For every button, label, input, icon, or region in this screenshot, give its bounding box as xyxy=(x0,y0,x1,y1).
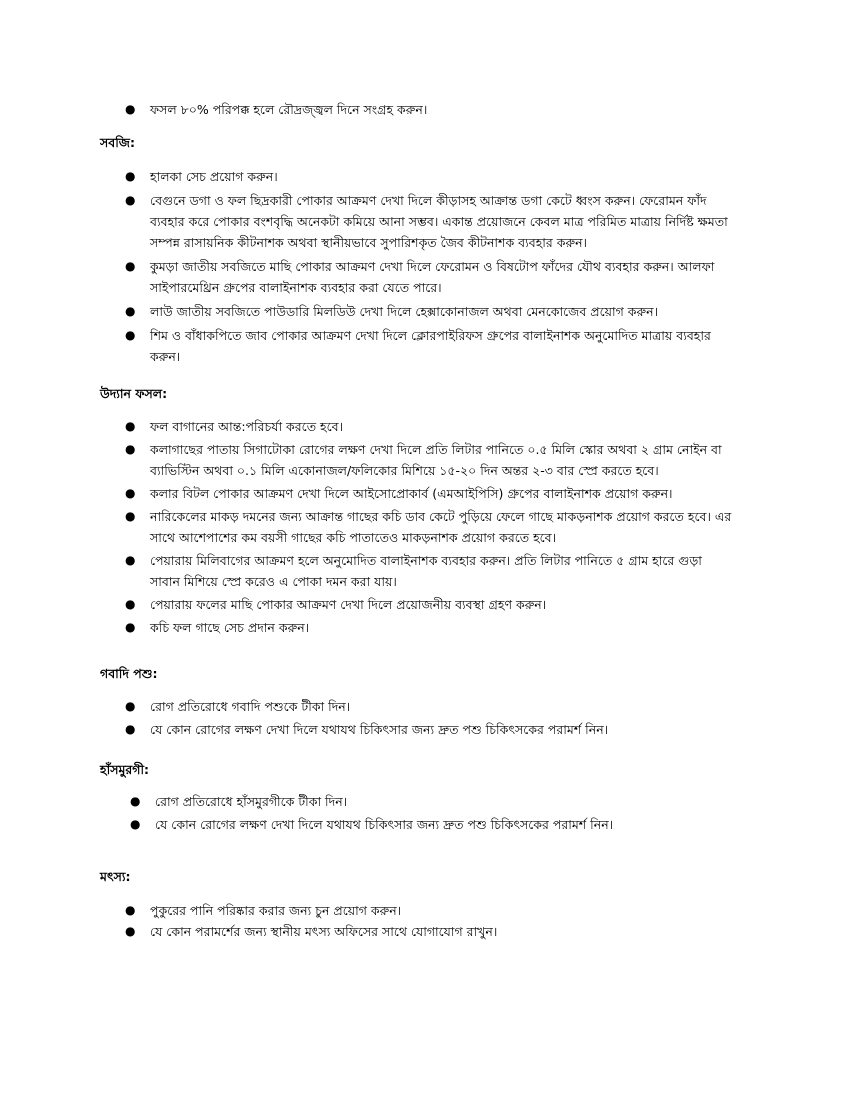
section-heading-poultry: হাঁসমুরগী: xyxy=(100,762,150,777)
list-item xyxy=(0,921,732,942)
list-item-text: নারিকেলের মাকড় দমনের জন্য আক্রান্ত গাছের কচি ডাব কেটে পুড়িয়ে ফেলে গাছে মাকড়নাশক প্রয়োগ করতে হবে। এর সাথে আশেপাশের কম বয়সী গাছের কচি পাতাতেও মাকড়নাশক প্রয়োগ করতে হবে। xyxy=(150,509,732,545)
bullet-dot-icon: ● xyxy=(125,699,136,713)
list-item-text: পুকুরের পানি পরিষ্কার করার জন্য চুন প্রয়োগ করুন। xyxy=(150,903,402,918)
bullet-dot-icon: ● xyxy=(125,304,136,318)
list-item xyxy=(0,439,732,481)
list-item xyxy=(0,166,732,187)
list-item xyxy=(0,325,732,367)
bullet-list xyxy=(0,900,850,942)
bullet-list xyxy=(0,416,850,638)
list-item-text: কলাগাছের পাতায় সিগাটোকা রোগের লক্ষণ দেখা দিলে প্রতি লিটার পানিতে ০.৫ মিলি স্কোর অথবা ২ গ্রাম নোইন বা ব্যাভিস্টিন অথবা ০.১ মিলি একোনাজল/ফলিকোর মিশিয়ে ১৫-২০ দিন অন্তর ২-৩ বার স্প্রে করতে হবে। xyxy=(150,442,722,478)
bullet-dot-icon: ● xyxy=(125,328,136,342)
list-item xyxy=(0,900,732,921)
list-item-text: যে কোন রোগের লক্ষণ দেখা দিলে যথাযথ চিকিৎসার জন্য দ্রুত পশু চিকিৎসকের পরামর্শ নিন। xyxy=(150,722,609,737)
bullet-dot-icon: ● xyxy=(125,620,136,634)
list-item-text: যে কোন পরামর্শের জন্য স্থানীয় মৎস্য অফিসের সাথে যোগাযোগ রাখুন। xyxy=(150,924,498,939)
list-item-text: লাউ জাতীয় সবজিতে পাউডারি মিলডিউ দেখা দিলে হেক্সাকোনাজল অথবা মেনকোজেব প্রয়োগ করুন। xyxy=(150,304,659,319)
list-item-text: রোগ প্রতিরোধে গবাদি পশুকে টীকা দিন। xyxy=(150,699,351,714)
bullet-dot-icon: ● xyxy=(125,924,136,938)
list-item xyxy=(0,416,732,437)
bullet-dot-icon: ● xyxy=(125,486,136,500)
list-item xyxy=(0,190,732,253)
list-item-text: কুমড়া জাতীয় সবজিতে মাছি পোকার আক্রমণ দেখা দিলে ফেরোমন ও বিষটোপ ফাঁদের যৌথ ব্যবহার করুন। আলফা সাইপারমেথ্রিন গ্রুপের বালাইনাশক ব্যবহার করা যেতে পারে। xyxy=(150,259,715,295)
list-item-text: কলার বিটল পোকার আক্রমণ দেখা দিলে আইসোপ্রোকার্ব (এমআইপিসি) গ্রুপের বালাইনাশক প্রয়োগ করুন। xyxy=(150,486,673,501)
list-item-text: বেগুনে ডগা ও ফল ছিদ্রকারী পোকার আক্রমণ দেখা দিলে কীড়াসহ আক্রান্ত ডগা কেটে ধ্বংস করুন। ফেরোমন ফাঁদ ব্যবহার করে পোকার বংশবৃদ্ধি অনেকটা কমিয়ে আনা সম্ভব। একান্ত প্রয়োজনে কেবল মাত্র পরিমিত মাত্রায় নির্দিষ্ট ক্ষমতা সম্পন্ন রাসায়নিক কীটনাশক অথবা স্থানীয়ভাবে সুপারিশকৃত জৈব কীটনাশক ব্যবহার করুন। xyxy=(150,193,728,250)
bullet-dot-icon: ● xyxy=(125,553,136,567)
list-item-text: যে কোন রোগের লক্ষণ দেখা দিলে যথাযথ চিকিৎসার জন্য দ্রুত পশু চিকিৎসকের পরামর্শ নিন। xyxy=(155,817,614,832)
list-item-text: পেয়ারায় মিলিবাগের আক্রমণ হলে অনুমোদিত বালাইনাশক ব্যবহার করুন। প্রতি লিটার পানিতে ৫ গ্রাম হারে গুড়া সাবান মিশিয়ে স্প্রে করেও এ পোকা দমন করা যায়। xyxy=(150,553,702,589)
bullet-dot-icon: ● xyxy=(125,193,136,207)
list-item xyxy=(0,256,732,298)
bullet-list xyxy=(0,791,850,835)
list-item-text: ফল বাগানের আন্ত:পরিচর্যা করতে হবে। xyxy=(150,419,344,434)
bullet-dot-icon: ● xyxy=(125,597,136,611)
bullet-dot-icon: ● xyxy=(125,903,136,917)
list-item xyxy=(0,301,732,322)
bullet-dot-icon: ● xyxy=(125,169,136,183)
section-heading-fisheries: মৎস্য: xyxy=(100,869,131,884)
list-item-text: শিম ও বাঁধাকপিতে জাব পোকার আক্রমণ দেখা দিলে ক্লোরপাইরিফস গ্রুপের বালাইনাশক অনুমোদিত মাত্রায় ব্যবহার করুন। xyxy=(150,328,711,364)
section-heading-vegetables: সবজি: xyxy=(100,135,135,150)
bullet-list xyxy=(0,99,850,120)
list-item-text: হালকা সেচ প্রয়োগ করুন। xyxy=(150,169,278,184)
list-item xyxy=(0,617,732,638)
bullet-dot-icon: ● xyxy=(125,419,136,433)
bullet-list xyxy=(0,696,850,740)
bullet-dot-icon: ● xyxy=(130,817,141,831)
list-item xyxy=(0,696,732,717)
bullet-dot-icon: ● xyxy=(130,794,141,808)
list-item xyxy=(0,506,732,548)
list-item xyxy=(0,99,732,120)
bullet-dot-icon: ● xyxy=(125,102,136,116)
bullet-dot-icon: ● xyxy=(125,442,136,456)
list-item xyxy=(0,594,732,615)
list-item-text: রোগ প্রতিরোধে হাঁসমুরগীকে টীকা দিন। xyxy=(155,794,348,809)
bullet-dot-icon: ● xyxy=(125,509,136,523)
list-item xyxy=(0,791,732,812)
section-heading-livestock: গবাদি পশু: xyxy=(100,666,158,681)
bullet-list xyxy=(0,166,850,367)
list-item xyxy=(0,719,732,740)
list-item xyxy=(0,814,732,835)
bullet-dot-icon: ● xyxy=(125,722,136,736)
list-item xyxy=(0,550,732,592)
list-item-text: পেয়ারায় ফলের মাছি পোকার আক্রমণ দেখা দিলে প্রয়োজনীয় ব্যবস্থা গ্রহণ করুন। xyxy=(150,597,547,612)
section-heading-horticulture: উদ্যান ফসল: xyxy=(100,386,168,401)
list-item-text: ফসল ৮০% পরিপক্ক হলে রৌদ্রজ্জ্বল দিনে সংগ্রহ করুন। xyxy=(150,102,428,117)
list-item-text: কচি ফল গাছে সেচ প্রদান করুন। xyxy=(150,620,310,635)
list-item xyxy=(0,483,732,504)
bullet-dot-icon: ● xyxy=(125,259,136,273)
